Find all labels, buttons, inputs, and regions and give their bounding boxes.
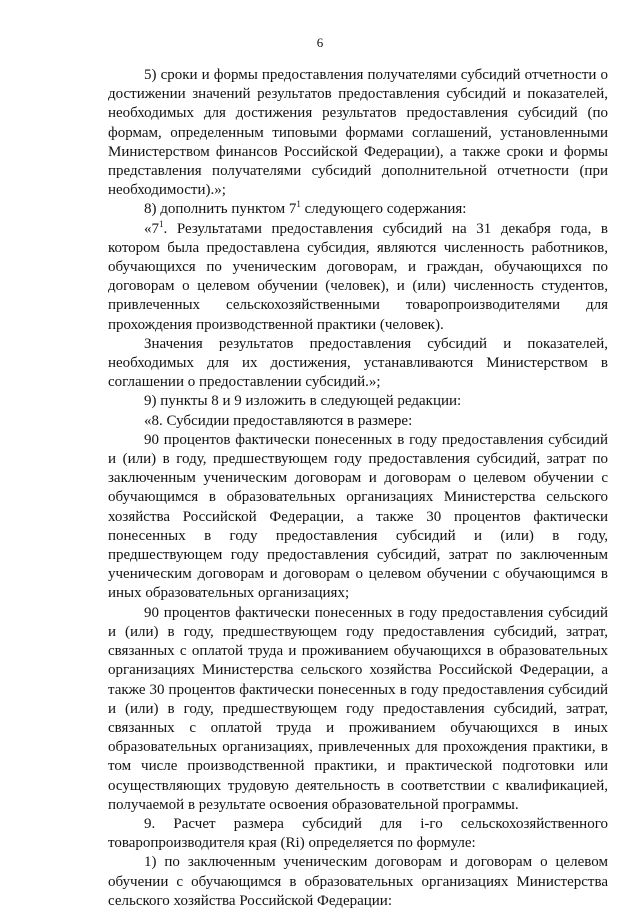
superscript: 1 [296,199,301,210]
paragraph-formula-item-1: 1) по заключенным ученическим договорам и договорам о целевом обучении с обучающимся в образовательных организациях Министерства сельского хозяйства Российской Федерации: [108,854,608,909]
paragraph-text: . Результатами предоставления субсидий на 31 декабря года, в котором была предоставлена субсидия, являются численность работников, обучающихся по ученическим договорам, и граждан, обучающихся по договорам о целевом обучении (человек), и (или) численность студентов, привлеченных сельскохозяйственными товаропроизводителями для прохождения производственной практики (человек). [108,220,608,333]
paragraph-clause-7-1-results [108,220,608,335]
paragraph-amend-clauses-8-9: 9) пункты 8 и 9 изложить в следующей редакции: [144,393,462,410]
paragraph-text: «7 [144,220,159,237]
paragraph-subsidy-training-contracts: 90 процентов фактически понесенных в году предоставления субсидий и (или) в году, предшествующем году предоставления субсидий, затрат по заключенным ученическим договорам и договорам о целевом обучении с обучающимся в образовательных организациях Министерства сельского хозяйства Российской Федерации, а также 30 процентов фактически понесенных в году предоставления субсидий и (или) в году, предшествующем году предоставления субсидий, затрат по заключенным ученическим договорам и договорам о целевом обучении с обучающимся в иных образовательных организациях; [108,431,608,602]
paragraph-text: следующего содержания: [300,201,467,218]
paragraph-reporting-deadlines: 5) сроки и формы предоставления получателями субсидий отчетности о достижении значений результатов предоставления субсидий и показателей, необходимых для достижения результатов предоставления субсидий (по формам, определенным типовыми формами соглашений, установленными Министерством финансов Российской Федерации), а также сроки и формы представления получателями субсидий дополнительной отчетности (при необходимости).»; [108,67,608,199]
superscript: 1 [159,218,164,229]
paragraph-add-clause-7-1 [108,200,608,219]
paragraph-clause-9-calculation: 9. Расчет размера субсидий для i-го сельскохозяйственного товаропроизводителя края (Ri) определяется по формуле: [108,815,608,852]
page-number: 6 [316,35,324,50]
paragraph-subsidy-labor-housing: 90 процентов фактически понесенных в году предоставления субсидий и (или) в году, предшествующем году предоставления субсидий, затрат, связанных с оплатой труда и проживанием обучающихся в образовательных организациях Министерства сельского хозяйства Российской Федерации, а также 30 процентов фактически понесенных в году предоставления субсидий и (или) в году, предшествующем году предоставления субсидий, затрат, связанных с оплатой труда и проживанием обучающихся в иных образовательных организациях, привлеченных для прохождения практики, в том числе производственной практики, и практической подготовки или осуществляющих трудовую деятельность в соответствии с квалификацией, получаемой в результате освоения образовательной программы. [108,604,608,813]
paragraph-result-values: Значения результатов предоставления субсидий и показателей, необходимых для их достижения, устанавливаются Министерством в соглашении о предоставлении субсидий.»; [108,335,608,391]
paragraph-text: 8) дополнить пунктом 7 [144,201,297,218]
document-body [108,66,608,911]
paragraph-clause-8-intro: «8. Субсидии предоставляются в размере: [144,412,413,429]
